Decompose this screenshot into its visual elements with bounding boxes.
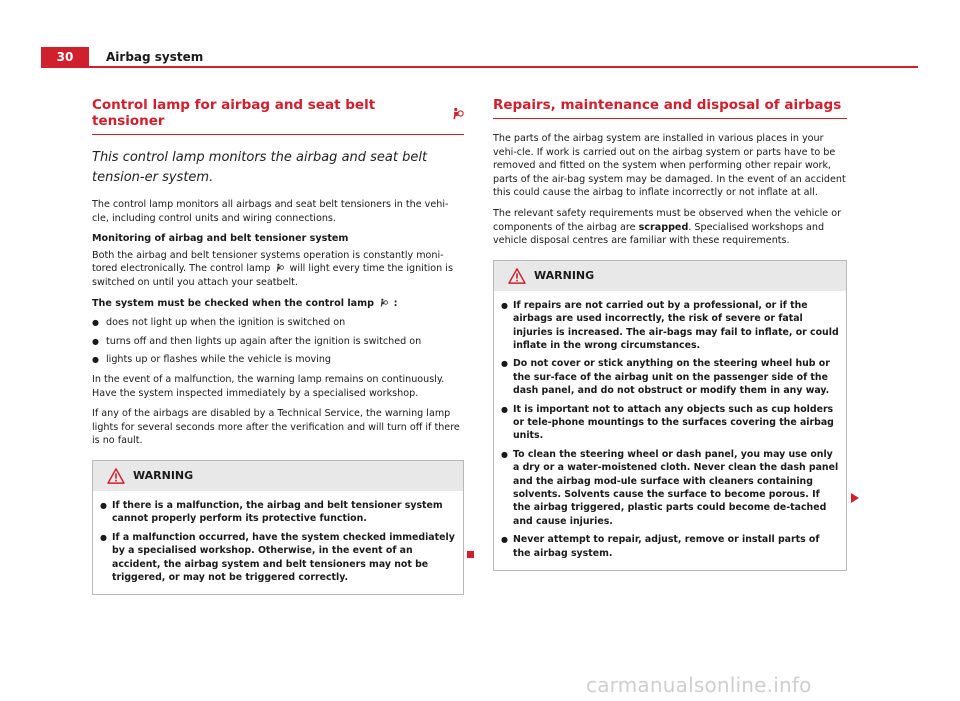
chapter-title: Airbag system [106, 50, 204, 64]
paragraph: In the event of a malfunction, the warning lamp remains on continuously. Have the system inspected immediately by a specialised workshop. [92, 373, 445, 399]
list-item: ● If there is a malfunction, the airbag and belt tensioner system cannot properly perform its protective function. [100, 499, 443, 525]
paragraph: The parts of the airbag system are installed in various places in your vehi-cle. If work is carried out on the airbag system or parts have to be removed and fitted on the system when performing other repair work, parts of the air-bag system may be damaged. In the event of an accident this could cause the airbag to inflate incorrectly or not inflate at all. [493, 133, 846, 199]
list-item: ● If repairs are not carried out by a professional, or if the airbags are used incorrectly, the risk of severe or fatal injuries is increased. The air-bags may fail to inflate, or could inflate in the wrong circumstances. [501, 299, 839, 351]
continue-arrow-icon [851, 493, 859, 503]
warning-header [93, 461, 463, 491]
warning-list [494, 291, 846, 570]
list-item: ● does not light up when the ignition is switched on [92, 317, 346, 329]
warning-triangle-icon [107, 468, 125, 484]
paragraph: If any of the airbags are disabled by a Technical Service, the warning lamp lights for several seconds more after the verification and will turn off if there is no fault. [92, 408, 460, 447]
warning-list [93, 491, 463, 594]
list-item: ● To clean the steering wheel or dash panel, you may use only a dry or a water-moistened cloth. Never clean the dash panel and the airbag mod-ule surface with cleaners containing solvents. Solvents cause the surface to become porous. If the airbag triggered, plastic parts could become de-tached and cause injuries. [501, 448, 839, 527]
list-item: ● turns off and then lights up again after the ignition is switched on [92, 335, 422, 347]
warning-label: WARNING [133, 469, 194, 483]
check-list [92, 316, 464, 367]
paragraph: The control lamp monitors all airbags and seat belt tensioners in the vehi-cle, including control units and wiring connections. [92, 199, 449, 224]
intro-text: This control lamp monitors the airbag and seat belt tension-er system. [92, 150, 428, 185]
section-end-mark [467, 551, 474, 558]
section-heading-control-lamp [92, 97, 464, 135]
warning-header [494, 261, 846, 291]
heading-text: Control lamp for airbag and seat belt tensioner [92, 97, 376, 129]
bold-term: scrapped [638, 221, 689, 233]
warning-label: WARNING [534, 269, 595, 283]
header-rule [41, 66, 918, 68]
list-item: ● Do not cover or stick anything on the steering wheel hub or the sur-face of the airbag unit on the passenger side of the dash panel, and do not obstruct or modify them in any way. [501, 358, 830, 397]
airbag-lamp-icon [379, 298, 388, 307]
watermark: carmanualsonline.info [586, 673, 812, 697]
paragraph: Both the airbag and belt tensioner systems operation is constantly moni-tored electronically. The control lamp will light every time the ignition is switched on until you attach your seatbelt. [92, 249, 453, 288]
list-item: ● Never attempt to repair, adjust, remove or install parts of the airbag system. [501, 534, 820, 559]
left-column [92, 97, 464, 595]
list-item: ● If a malfunction occurred, have the system checked immediately by a specialised workshop. Otherwise, in the event of an accident, the airbag system and belt tensioners may not be triggered, or may not be triggered correctly. [100, 531, 455, 583]
paragraph: The relevant safety requirements must be observed when the vehicle or components of the airbag are scrapped. Specialised workshops and vehicle disposal centres are familiar with these requirements. [493, 207, 842, 247]
right-column [493, 97, 847, 571]
warning-box [493, 260, 847, 571]
warning-box [92, 460, 464, 595]
list-item: ● lights up or flashes while the vehicle is moving [92, 354, 332, 366]
page-number: 30 [41, 47, 89, 67]
section-heading-repairs: Repairs, maintenance and disposal of airbags [493, 97, 847, 119]
warning-triangle-icon [508, 268, 526, 284]
airbag-lamp-icon [275, 263, 284, 272]
airbag-lamp-icon [451, 107, 464, 120]
list-item: ● It is important not to attach any objects such as cup holders or tele-phone mountings to the surfaces covering the airbag units. [501, 403, 834, 442]
subheading: Monitoring of airbag and belt tensioner system [92, 233, 349, 245]
check-line: The system must be checked when the control lamp : [92, 297, 398, 309]
